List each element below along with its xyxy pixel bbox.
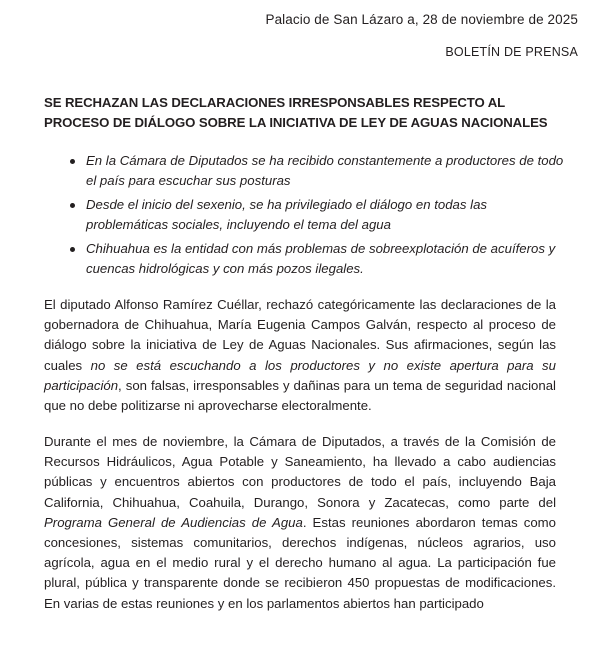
body-paragraph-2: Durante el mes de noviembre, la Cámara de Diputados, a través de la Comisión de Recursos Hidráulicos, Agua Potable y Saneamiento, ha llevado a cabo audiencias públicas y encuentros abiertos con productores de todo el país, incluyendo Baja California, Chihuahua, Coahuila, Durango, Sonora y Zacatecas, como parte del Programa General de Audiencias de Agua. Estas reuniones abordaron temas como concesiones, sistemas comunitarios, derechos indígenas, núcleos agrarios, uso agrícola, agua en el medio rural y el derecho humano al agua. La participación fue plural, pública y transparente donde se recibieron 450 propuestas de modificaciones. En varias de estas reuniones y en los parlamentos abiertos han participado — [44, 434, 556, 611]
body-paragraph-1: El diputado Alfonso Ramírez Cuéllar, rechazó categóricamente las declaraciones de la gobernadora de Chihuahua, María Eugenia Campos Galván, respecto al proceso de diálogo sobre la iniciativa de Ley de Aguas Nacionales. Sus afirmaciones, según las cuales no se está escuchando a los productores y no existe apertura para su participación, son falsas, irresponsables y dañinas para un tema de seguridad nacional que no debe politizarse ni aprovecharse electoralmente. — [44, 296, 556, 413]
document-page — [0, 12, 600, 647]
key-points-list — [22, 151, 578, 279]
bulletin-label: BOLETÍN DE PRENSA — [445, 45, 578, 59]
list-item: Chihuahua es la entidad con más problemas de sobreexplotación de acuíferos y cuencas hidrológicas y con más pozos ilegales. — [86, 239, 578, 279]
page-title: SE RECHAZAN LAS DECLARACIONES IRRESPONSABLES RESPECTO AL PROCESO DE DIÁLOGO SOBRE LA INICIATIVA DE LEY DE AGUAS NACIONALES — [44, 95, 548, 130]
dateline: Palacio de San Lázaro a, 28 de noviembre de 2025 — [265, 12, 578, 27]
list-item: Desde el inicio del sexenio, se ha privilegiado el diálogo en todas las problemáticas sociales, incluyendo el tema del agua — [86, 195, 578, 235]
list-item: En la Cámara de Diputados se ha recibido constantemente a productores de todo el país para escuchar sus posturas — [86, 151, 578, 191]
